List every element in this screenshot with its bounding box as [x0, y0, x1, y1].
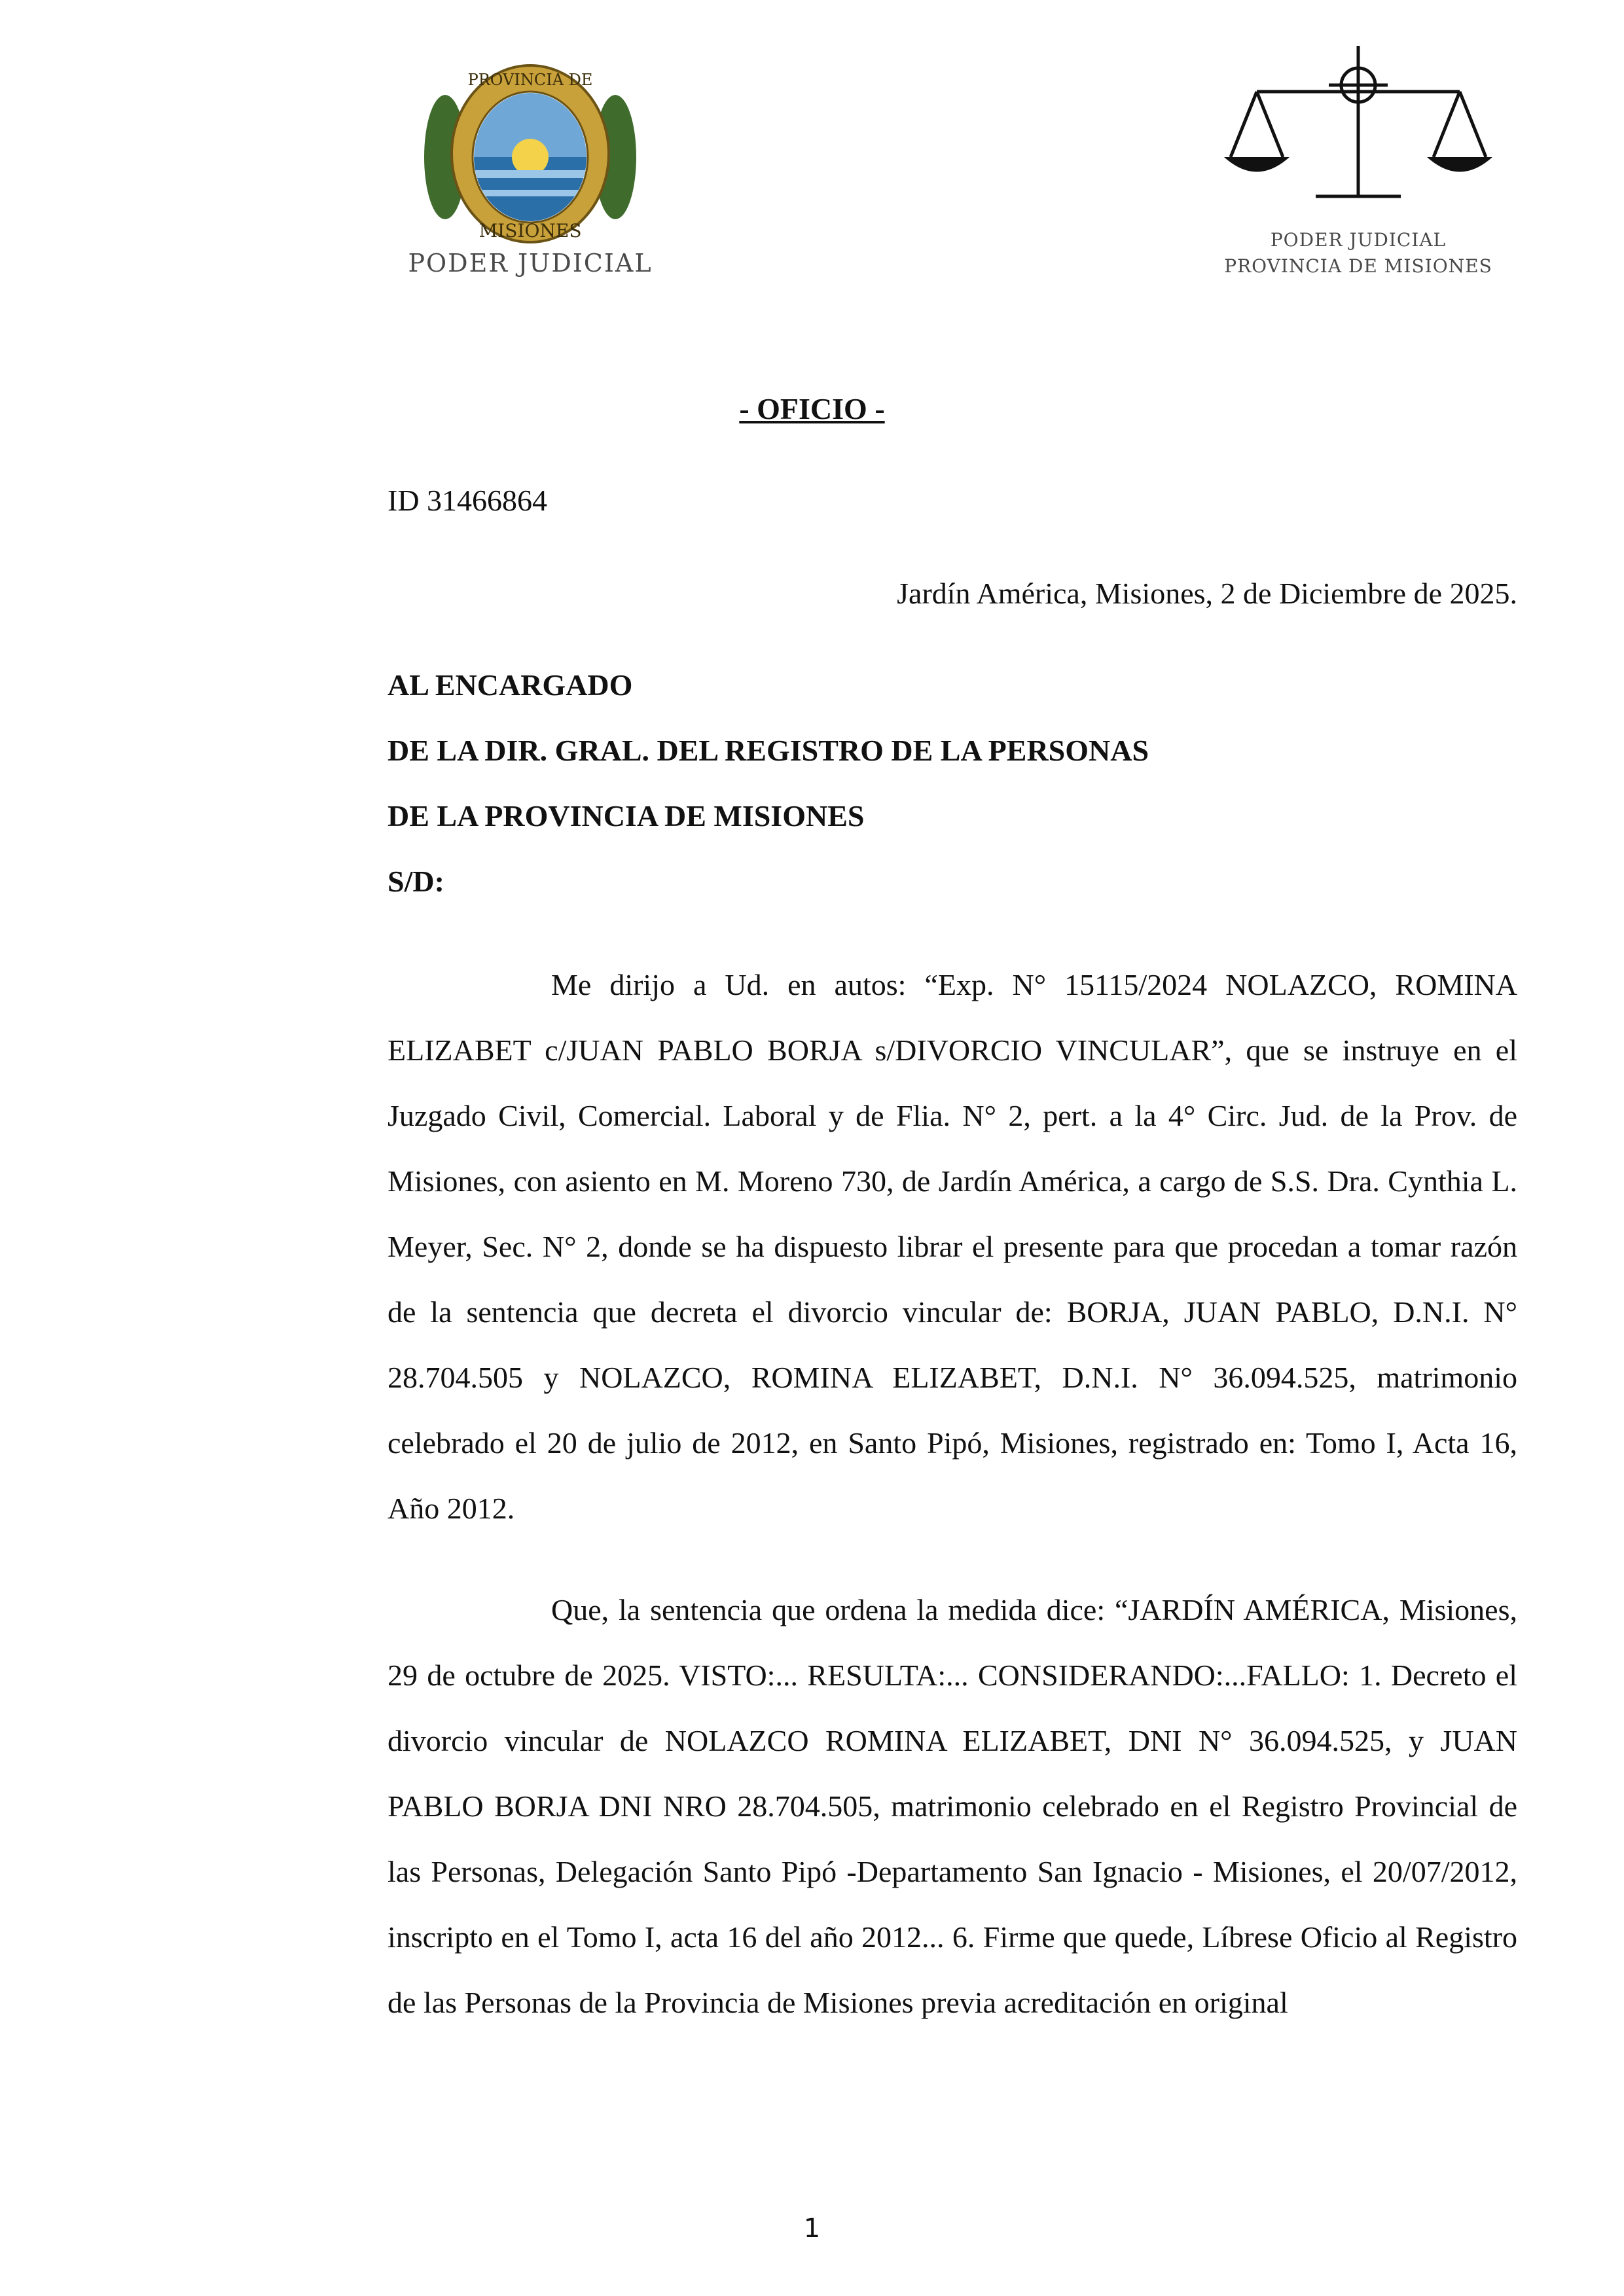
left-logo-caption: PODER JUDICIAL: [408, 249, 653, 278]
scales-of-justice-icon: [1218, 39, 1499, 223]
svg-text:MISIONES: MISIONES: [478, 220, 582, 242]
addressee-line-2: DE LA DIR. GRAL. DEL REGISTRO DE LA PERSONAS: [388, 734, 1149, 767]
document-id: ID 31466864: [388, 484, 548, 517]
body-paragraph-1-text: Me dirijo a Ud. en autos: “Exp. N° 15115/2024 NOLAZCO, ROMINA ELIZABET c/JUAN PABLO BORJA s/DIVORCIO VINCULAR”, que se instruye en el Juzgado Civil, Comercial. Laboral y de Flia. N° 2, pert. a la 4° Circ. Jud. de la Prov. de Misiones, con asiento en M. Moreno 730, de Jardín América, a cargo de S.S. Dra. Cynthia L. Meyer, Sec. N° 2, donde se ha dispuesto librar el presente para que procedan a tomar razón de la sentencia que decreta el divorcio vincular de: BORJA, JUAN PABLO, D.N.I. N° 28.704.505 y NOLAZCO, ROMINA ELIZABET, D.N.I. N° 36.094.525, matrimonio celebrado el 20 de julio de 2012, en Santo Pipó, Misiones, registrado en: Tomo I, Acta 16, Año 2012.: [388, 968, 1517, 1525]
document-date: Jardín América, Misiones, 2 de Diciembre de 2025.: [897, 577, 1517, 610]
body-paragraph-2: [388, 1577, 1517, 2036]
provincia-misiones-seal-icon: [393, 59, 668, 249]
body-paragraph-1: [388, 952, 1517, 1541]
right-logo-caption-1: PODER JUDICIAL: [1270, 229, 1447, 251]
addressee-line-3: DE LA PROVINCIA DE MISIONES: [388, 799, 865, 833]
body-paragraph-2-text: Que, la sentencia que ordena la medida dice: “JARDÍN AMÉRICA, Misiones, 29 de octubre de 2025. VISTO:... RESULTA:... CONSIDERANDO:...FALLO: 1. Decreto el divorcio vincular de NOLAZCO ROMINA ELIZABET, DNI N° 36.094.525, y JUAN PABLO BORJA DNI NRO 28.704.505, matrimonio celebrado en el Registro Provincial de las Personas, Delegación Santo Pipó -Departamento San Ignacio - Misiones, el 20/07/2012, inscripto en el Tomo I, acta 16 del año 2012... 6. Firme que quede, Líbrese Oficio al Registro de las Personas de la Provincia de Misiones previa acreditación en original: [388, 1593, 1517, 2019]
poder-judicial-scales-logo: [1218, 39, 1499, 295]
addressee-sd: S/D:: [388, 865, 444, 898]
poder-judicial-seal-logo: [393, 59, 668, 295]
right-logo-caption-2: PROVINCIA DE MISIONES: [1224, 255, 1492, 277]
svg-text:PROVINCIA DE: PROVINCIA DE: [467, 71, 593, 89]
page-number: 1: [803, 2214, 821, 2244]
addressee-line-1: AL ENCARGADO: [388, 668, 633, 702]
document-title: - OFICIO -: [739, 392, 885, 425]
